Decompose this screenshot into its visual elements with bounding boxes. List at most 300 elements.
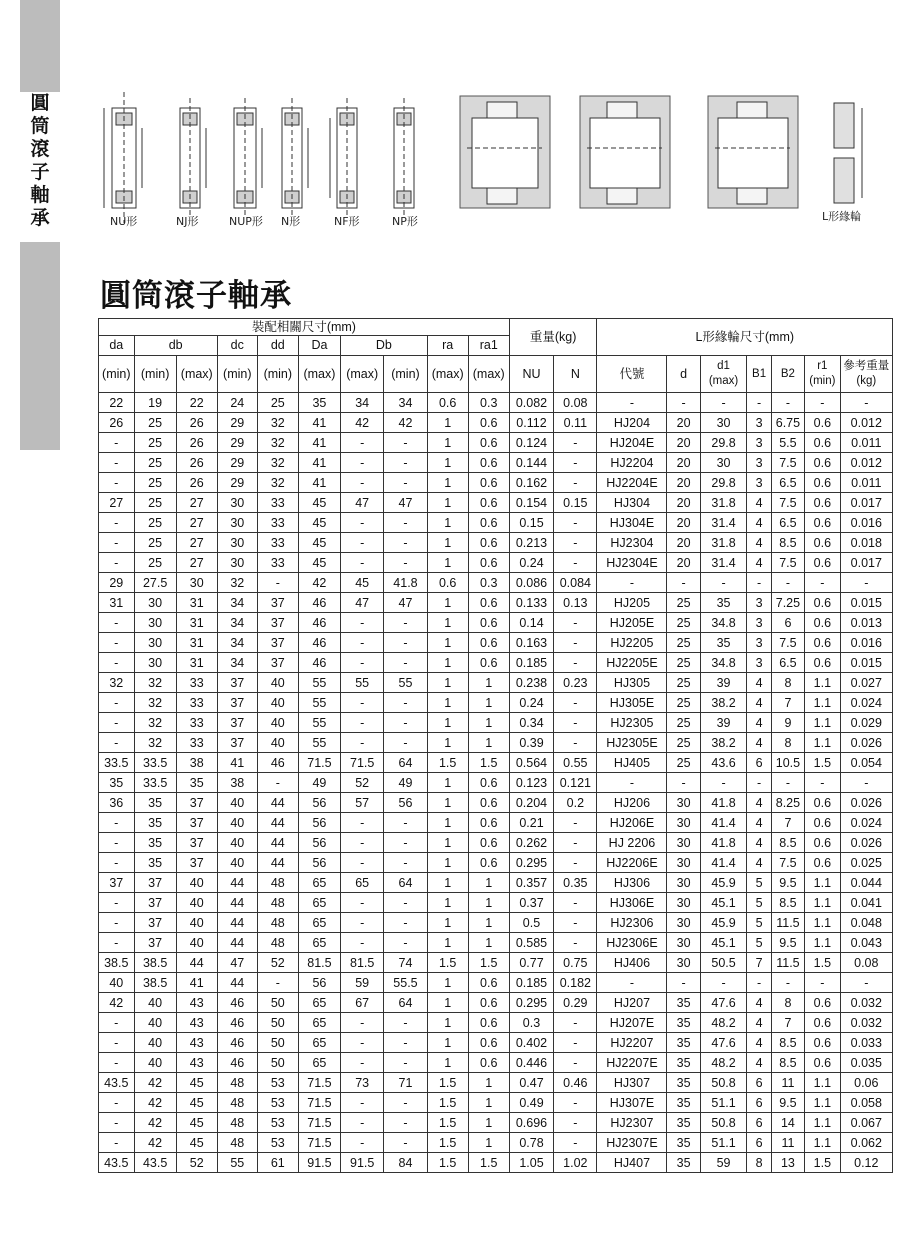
table-cell: 37 (176, 813, 217, 833)
limit-cell: (min) (99, 356, 135, 393)
table-cell: 25 (667, 613, 700, 633)
table-cell: 50.5 (700, 953, 747, 973)
table-cell: 0.357 (509, 873, 553, 893)
table-cell: 0.6 (805, 453, 841, 473)
table-row (99, 873, 893, 893)
table-cell: 39 (700, 673, 747, 693)
table-cell: 38.2 (700, 733, 747, 753)
table-cell: - (554, 633, 597, 653)
table-cell: 25 (667, 633, 700, 653)
table-cell: 35 (298, 393, 340, 413)
header-mounting-group: 裝配相關尺寸(mm) (99, 319, 510, 336)
table-cell: 33.5 (134, 773, 176, 793)
table-cell: 30 (134, 653, 176, 673)
table-cell: 31.8 (700, 533, 747, 553)
table-cell: 40 (217, 833, 257, 853)
header-Da: Da (298, 336, 340, 356)
table-cell: 0.123 (509, 773, 553, 793)
table-cell: 6 (771, 613, 804, 633)
table-cell: HJ2306E (597, 933, 667, 953)
table-cell: 30 (667, 953, 700, 973)
table-cell: 0.2 (554, 793, 597, 813)
table-cell: - (341, 633, 384, 653)
table-cell: 9 (771, 713, 804, 733)
table-cell: 41.8 (700, 793, 747, 813)
table-cell: 37 (176, 793, 217, 813)
table-cell: 48.2 (700, 1013, 747, 1033)
table-cell: - (99, 533, 135, 553)
table-cell: 55 (341, 673, 384, 693)
table-cell: 30 (217, 553, 257, 573)
table-row (99, 773, 893, 793)
table-cell: 0.6 (805, 593, 841, 613)
nu-type-drawing (104, 92, 142, 223)
table-cell: 1.5 (468, 953, 509, 973)
table-cell: 34 (217, 593, 257, 613)
table-cell: HJ307E (597, 1093, 667, 1113)
table-cell: 1.5 (805, 1153, 841, 1173)
table-cell: 35 (134, 833, 176, 853)
table-cell: - (341, 813, 384, 833)
table-cell: 0.6 (468, 453, 509, 473)
table-cell: 40 (176, 913, 217, 933)
table-cell: 1 (427, 513, 468, 533)
table-cell: 44 (176, 953, 217, 973)
table-cell: 38.2 (700, 693, 747, 713)
table-cell: 27 (176, 493, 217, 513)
table-cell: 71.5 (298, 753, 340, 773)
table-cell: 7.5 (771, 633, 804, 653)
table-cell: 1 (427, 713, 468, 733)
table-cell: 59 (700, 1153, 747, 1173)
table-cell: 0.6 (805, 413, 841, 433)
table-cell: 0.6 (805, 1053, 841, 1073)
table-cell: 35 (134, 813, 176, 833)
table-cell: 3 (747, 433, 771, 453)
table-cell: - (554, 893, 597, 913)
table-cell: 1 (427, 633, 468, 653)
table-cell: - (805, 973, 841, 993)
table-cell: 30 (700, 453, 747, 473)
table-cell: 0.015 (840, 593, 892, 613)
table-cell: 34 (341, 393, 384, 413)
table-cell: HJ204 (597, 413, 667, 433)
mounting-drawing-1 (460, 96, 550, 208)
table-cell: 0.696 (509, 1113, 553, 1133)
table-cell: 8.5 (771, 893, 804, 913)
table-cell: 35 (667, 1133, 700, 1153)
table-cell: 1 (427, 873, 468, 893)
table-cell: 25 (134, 433, 176, 453)
table-cell: 0.6 (805, 513, 841, 533)
table-cell: 0.6 (468, 1033, 509, 1053)
table-cell: 10.5 (771, 753, 804, 773)
table-cell: 1 (427, 853, 468, 873)
table-cell: HJ2304E (597, 553, 667, 573)
table-cell: 8.5 (771, 833, 804, 853)
table-cell: - (667, 393, 700, 413)
table-cell: HJ206E (597, 813, 667, 833)
table-cell: 29 (217, 413, 257, 433)
table-row (99, 1093, 893, 1113)
table-row (99, 433, 893, 453)
table-cell: 4 (747, 513, 771, 533)
table-cell: - (99, 613, 135, 633)
table-cell: 25 (134, 513, 176, 533)
table-cell: 0.6 (468, 633, 509, 653)
table-cell: 43.5 (99, 1073, 135, 1093)
table-cell: 0.08 (554, 393, 597, 413)
table-cell: - (341, 1013, 384, 1033)
table-cell: 0.162 (509, 473, 553, 493)
table-row (99, 1153, 893, 1173)
diagram-label-np: NP形 (392, 215, 418, 228)
table-cell: 30 (667, 873, 700, 893)
table-cell: HJ305E (597, 693, 667, 713)
table-cell: 31 (176, 613, 217, 633)
table-cell: 84 (384, 1153, 427, 1173)
table-cell: 32 (134, 693, 176, 713)
table-cell: 30 (217, 533, 257, 553)
diagram-label-nf: NF形 (334, 215, 360, 228)
table-cell: 8 (771, 733, 804, 753)
table-cell: 1.1 (805, 913, 841, 933)
table-cell: 33.5 (99, 753, 135, 773)
table-row (99, 553, 893, 573)
table-cell: 1.1 (805, 1133, 841, 1153)
table-cell: 0.6 (468, 413, 509, 433)
table-cell: - (99, 933, 135, 953)
table-cell: 31.8 (700, 493, 747, 513)
nj-type-drawing (180, 98, 206, 218)
table-cell: 0.6 (468, 773, 509, 793)
table-cell: 0.084 (554, 573, 597, 593)
table-cell: - (554, 833, 597, 853)
table-cell: HJ207 (597, 993, 667, 1013)
table-cell: 1.1 (805, 693, 841, 713)
table-cell: 3 (747, 453, 771, 473)
table-cell: - (384, 553, 427, 573)
table-cell: 35 (700, 633, 747, 653)
table-cell: HJ2307E (597, 1133, 667, 1153)
table-cell: 1 (427, 693, 468, 713)
table-cell: 9.5 (771, 933, 804, 953)
table-cell: 35 (176, 773, 217, 793)
table-cell: - (99, 853, 135, 873)
table-row (99, 1033, 893, 1053)
table-cell: 6 (747, 1073, 771, 1093)
table-cell: 48 (217, 1113, 257, 1133)
table-cell: 20 (667, 413, 700, 433)
table-cell: 26 (176, 473, 217, 493)
table-cell: HJ205 (597, 593, 667, 613)
table-cell: - (341, 933, 384, 953)
table-row (99, 913, 893, 933)
table-cell: - (700, 973, 747, 993)
table-row (99, 393, 893, 413)
header-dc: dc (217, 336, 257, 356)
table-cell: 43.6 (700, 753, 747, 773)
table-cell: 30 (134, 593, 176, 613)
table-cell: 1.1 (805, 893, 841, 913)
table-cell: 42 (384, 413, 427, 433)
table-cell: 8.5 (771, 533, 804, 553)
table-cell: 32 (257, 433, 298, 453)
header-dd: dd (257, 336, 298, 356)
table-cell: 33 (257, 493, 298, 513)
header-ra1: ra1 (468, 336, 509, 356)
table-cell: 32 (134, 673, 176, 693)
table-cell: 45 (341, 573, 384, 593)
header-db: db (134, 336, 217, 356)
table-cell: 1.5 (805, 753, 841, 773)
table-cell: 45 (176, 1093, 217, 1113)
table-cell: 44 (217, 873, 257, 893)
table-cell: 1 (468, 913, 509, 933)
table-cell: 1.5 (427, 1073, 468, 1093)
table-cell: - (384, 453, 427, 473)
table-cell: 0.5 (509, 913, 553, 933)
table-cell: 1.1 (805, 873, 841, 893)
table-cell: 0.015 (840, 653, 892, 673)
header-ring-ref-weight: 參考重量 (kg) (840, 356, 892, 393)
table-cell: 45.1 (700, 893, 747, 913)
table-cell: 34 (217, 613, 257, 633)
table-cell: 55 (298, 713, 340, 733)
table-cell: 44 (257, 813, 298, 833)
table-cell: - (384, 473, 427, 493)
table-cell: HJ 2206 (597, 833, 667, 853)
table-cell: 47 (341, 493, 384, 513)
table-cell: - (341, 733, 384, 753)
table-cell: HJ306 (597, 873, 667, 893)
table-cell: - (341, 553, 384, 573)
table-cell: 3 (747, 473, 771, 493)
table-cell: 7.5 (771, 493, 804, 513)
table-cell: 46 (298, 593, 340, 613)
table-row (99, 733, 893, 753)
table-cell: 32 (217, 573, 257, 593)
table-cell: 7.25 (771, 593, 804, 613)
table-cell: 44 (217, 973, 257, 993)
table-cell: - (384, 1093, 427, 1113)
table-cell: 25 (134, 413, 176, 433)
table-cell: - (99, 693, 135, 713)
table-cell: 11 (771, 1133, 804, 1153)
table-cell: 71 (384, 1073, 427, 1093)
table-cell: 44 (217, 933, 257, 953)
table-cell: - (554, 453, 597, 473)
table-cell: 0.082 (509, 393, 553, 413)
table-cell: 91.5 (298, 1153, 340, 1173)
table-cell: 4 (747, 853, 771, 873)
table-cell: 20 (667, 433, 700, 453)
table-cell: 7 (747, 953, 771, 973)
table-cell: 3 (747, 633, 771, 653)
table-cell: 0.026 (840, 793, 892, 813)
table-cell: 29 (99, 573, 135, 593)
table-cell: 49 (384, 773, 427, 793)
table-cell: 7 (771, 1013, 804, 1033)
table-cell: 35 (667, 1113, 700, 1133)
table-cell: 41 (217, 753, 257, 773)
table-cell: 41 (298, 453, 340, 473)
table-cell: - (805, 573, 841, 593)
table-cell: 55 (298, 673, 340, 693)
table-cell: 1 (468, 693, 509, 713)
table-cell: HJ2306 (597, 913, 667, 933)
table-cell: 1.1 (805, 1113, 841, 1133)
table-cell: 37 (257, 633, 298, 653)
table-cell: 0.026 (840, 733, 892, 753)
table-cell: - (384, 833, 427, 853)
table-cell: 1 (427, 1033, 468, 1053)
table-cell: 35 (667, 1013, 700, 1033)
table-cell: - (554, 513, 597, 533)
table-cell: 1.1 (805, 733, 841, 753)
table-cell: 0.77 (509, 953, 553, 973)
table-cell: - (99, 713, 135, 733)
table-cell: - (341, 433, 384, 453)
table-cell: 1 (468, 873, 509, 893)
table-cell: 8 (747, 1153, 771, 1173)
table-cell: 0.6 (468, 433, 509, 453)
table-cell: 29 (217, 433, 257, 453)
table-cell: 0.027 (840, 673, 892, 693)
table-row (99, 473, 893, 493)
table-cell: 36 (99, 793, 135, 813)
table-cell: 40 (99, 973, 135, 993)
table-cell: - (257, 973, 298, 993)
table-cell: 34 (384, 393, 427, 413)
table-cell: 1 (427, 993, 468, 1013)
table-cell: 0.6 (468, 513, 509, 533)
table-cell: 7 (771, 693, 804, 713)
table-cell: - (554, 933, 597, 953)
table-cell: 30 (667, 813, 700, 833)
table-cell: 1 (427, 813, 468, 833)
table-cell: - (99, 1113, 135, 1133)
table-cell: - (99, 513, 135, 533)
table-cell: - (384, 893, 427, 913)
limit-cell: (max) (468, 356, 509, 393)
table-cell: 11 (771, 1073, 804, 1093)
table-cell: 38 (217, 773, 257, 793)
table-cell: 0.35 (554, 873, 597, 893)
table-cell: - (554, 1133, 597, 1153)
table-cell: 37 (257, 593, 298, 613)
table-cell: - (554, 913, 597, 933)
table-cell: 45.9 (700, 873, 747, 893)
table-cell: 11.5 (771, 953, 804, 973)
table-cell: 0.13 (554, 593, 597, 613)
table-cell: 50 (257, 993, 298, 1013)
table-cell: 1 (468, 933, 509, 953)
table-cell: 1 (427, 773, 468, 793)
table-row (99, 453, 893, 473)
table-cell: 4 (747, 553, 771, 573)
limit-cell: (max) (427, 356, 468, 393)
table-cell: 47 (384, 593, 427, 613)
table-cell: HJ306E (597, 893, 667, 913)
table-cell: 25 (134, 473, 176, 493)
table-cell: 0.032 (840, 993, 892, 1013)
table-row (99, 893, 893, 913)
table-cell: 38.5 (134, 953, 176, 973)
table-cell: 1.05 (509, 1153, 553, 1173)
table-cell: 8.5 (771, 1053, 804, 1073)
table-cell: 48 (217, 1093, 257, 1113)
table-cell: 3 (747, 653, 771, 673)
table-cell: 20 (667, 473, 700, 493)
table-cell: 27 (99, 493, 135, 513)
table-cell: - (99, 473, 135, 493)
table-cell: HJ2305E (597, 733, 667, 753)
table-cell: - (554, 553, 597, 573)
table-cell: 3 (747, 593, 771, 613)
table-cell: 33.5 (134, 753, 176, 773)
table-cell: 1 (468, 1113, 509, 1133)
table-row (99, 753, 893, 773)
table-cell: 48.2 (700, 1053, 747, 1073)
table-cell: 0.6 (805, 613, 841, 633)
table-cell: 25 (257, 393, 298, 413)
table-cell: 91.5 (341, 1153, 384, 1173)
table-cell: 0.067 (840, 1113, 892, 1133)
table-cell: 57 (341, 793, 384, 813)
table-cell: - (99, 1033, 135, 1053)
table-cell: HJ407 (597, 1153, 667, 1173)
table-cell: 30 (667, 793, 700, 813)
table-cell: 0.035 (840, 1053, 892, 1073)
table-cell: 5 (747, 873, 771, 893)
table-cell: 20 (667, 493, 700, 513)
table-cell: 25 (667, 673, 700, 693)
table-cell: 0.15 (554, 493, 597, 513)
table-cell: 65 (298, 1013, 340, 1033)
table-cell: 0.12 (840, 1153, 892, 1173)
table-cell: 1.5 (468, 753, 509, 773)
table-cell: 56 (384, 793, 427, 813)
table-cell: 65 (298, 993, 340, 1013)
table-cell: 3 (747, 413, 771, 433)
table-cell: 0.262 (509, 833, 553, 853)
table-cell: 37 (217, 733, 257, 753)
table-cell: - (341, 1053, 384, 1073)
table-cell: 0.032 (840, 1013, 892, 1033)
table-cell: 40 (176, 933, 217, 953)
table-cell: 48 (257, 933, 298, 953)
table-cell: 50 (257, 1013, 298, 1033)
table-cell: 31 (99, 593, 135, 613)
table-cell: 0.6 (468, 993, 509, 1013)
table-cell: 0.6 (468, 1013, 509, 1033)
table-cell: 0.11 (554, 413, 597, 433)
table-cell: 0.086 (509, 573, 553, 593)
table-cell: 0.24 (509, 693, 553, 713)
table-cell: 31 (176, 653, 217, 673)
table-cell: 20 (667, 453, 700, 473)
table-cell: - (667, 773, 700, 793)
table-cell: 40 (176, 873, 217, 893)
table-cell: 55.5 (384, 973, 427, 993)
table-cell: - (99, 1053, 135, 1073)
table-cell: - (554, 1013, 597, 1033)
table-cell: 55 (298, 733, 340, 753)
table-cell: 5 (747, 913, 771, 933)
table-cell: - (384, 813, 427, 833)
table-cell: 0.6 (427, 393, 468, 413)
